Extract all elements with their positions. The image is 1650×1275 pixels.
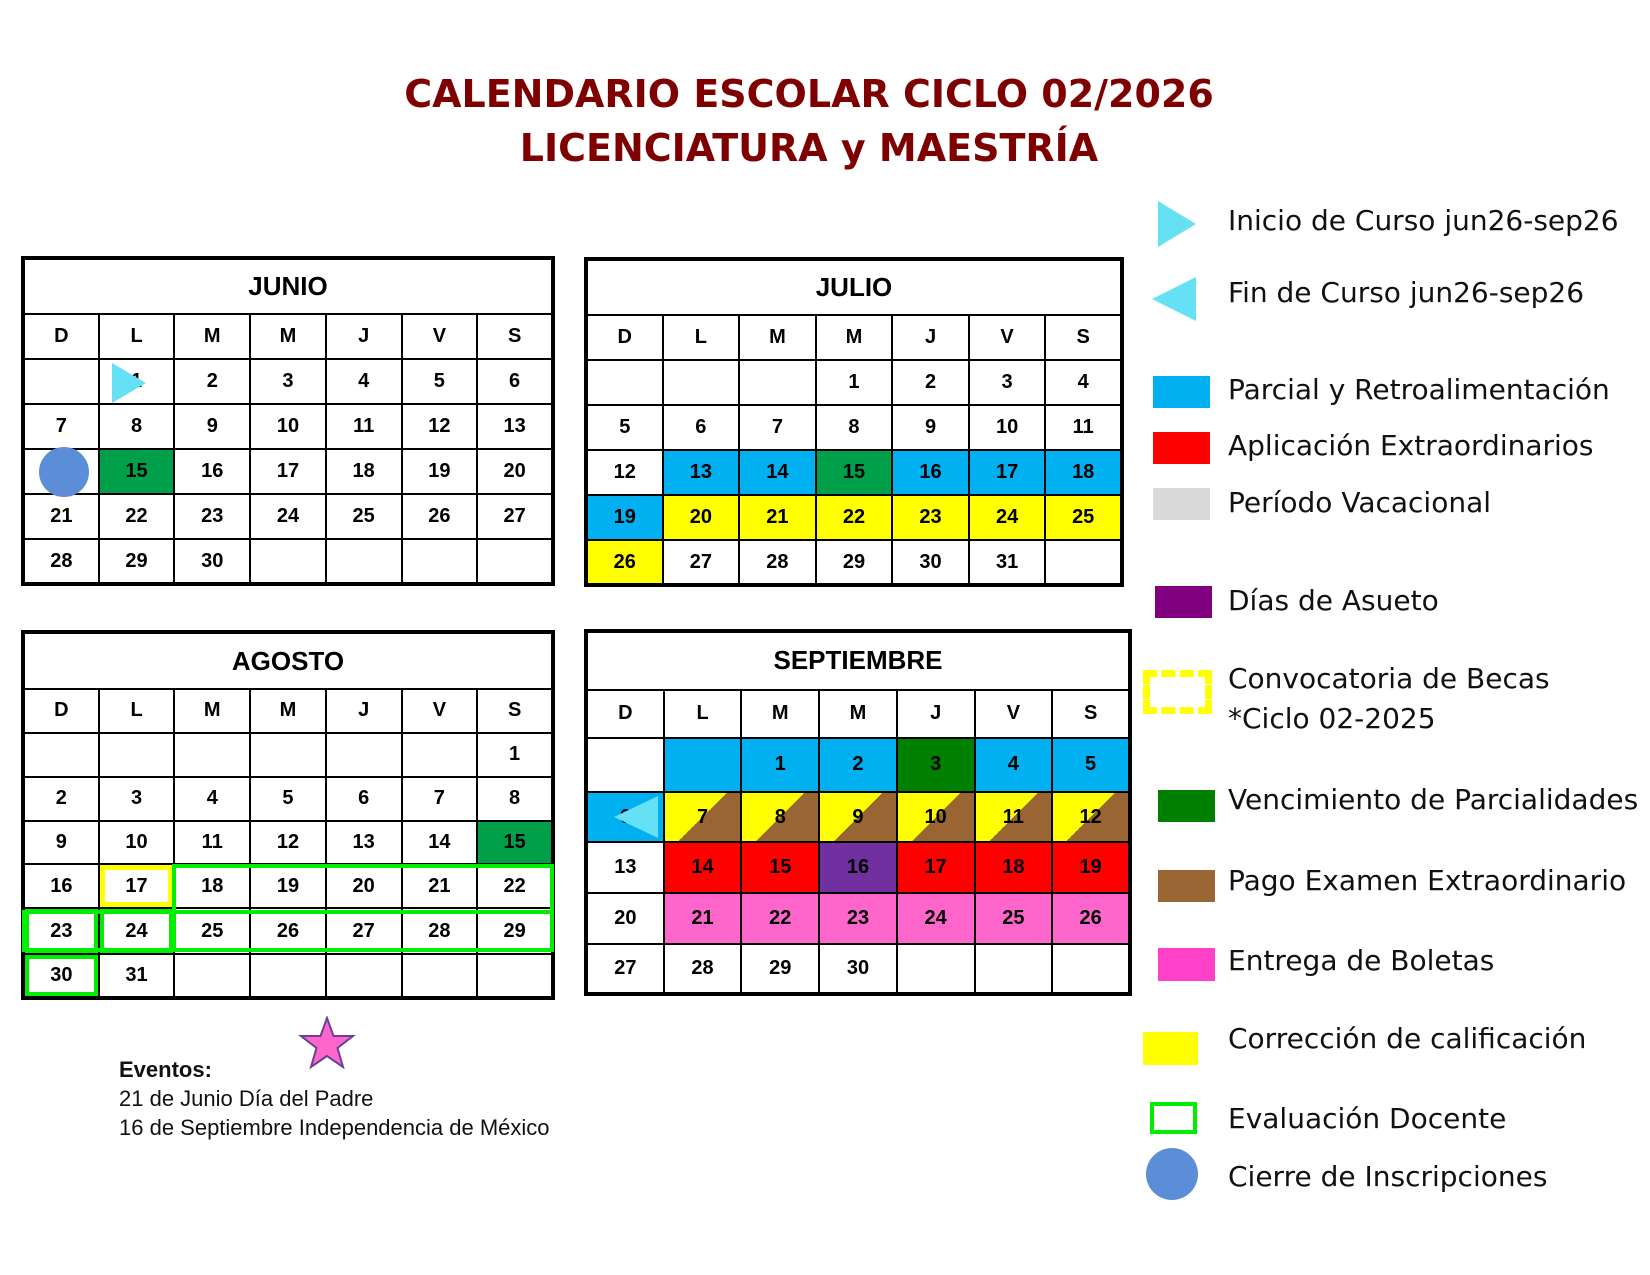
day-cell: 7 (402, 777, 478, 821)
weekday-header: M (741, 690, 819, 738)
day-cell (250, 733, 326, 777)
weekday-header: L (99, 689, 175, 733)
day-cell: 15 (99, 449, 175, 494)
event-item: 21 de Junio Día del Padre (119, 1086, 374, 1111)
day-cell: 31 (99, 954, 175, 998)
day-cell: 11 (174, 821, 250, 865)
day-cell: 13 (663, 450, 740, 495)
day-cell: 12 (586, 450, 663, 495)
day-cell: 28 (402, 908, 478, 954)
weekday-header: D (23, 689, 99, 733)
month-name: SEPTIEMBRE (586, 631, 1130, 690)
month-junio (21, 256, 555, 586)
registration-close-circle-icon (39, 447, 89, 497)
day-cell: 4 (326, 359, 402, 404)
day-cell: 22 (477, 864, 553, 908)
day-cell (326, 733, 402, 777)
legend-label: Fin de Curso jun26-sep26 (1228, 276, 1585, 309)
legend-swatch-dark-green (1158, 790, 1215, 822)
legend-swatch-pink (1158, 948, 1215, 981)
day-cell: 11 (326, 404, 402, 449)
day-cell: 26 (402, 494, 478, 539)
day-cell: 18 (1045, 450, 1122, 495)
legend-swatch-gray (1153, 488, 1210, 520)
day-cell: 25 (1045, 495, 1122, 540)
day-cell: 18 (174, 864, 250, 908)
month-agosto (21, 630, 555, 1000)
day-cell: 18 (975, 842, 1053, 893)
weekday-header: J (326, 689, 402, 733)
day-cell: 9 (23, 821, 99, 865)
day-cell (99, 733, 175, 777)
day-cell (477, 539, 553, 584)
day-cell: 1 (816, 360, 893, 405)
day-cell: 10 (99, 821, 175, 865)
day-cell: 20 (477, 449, 553, 494)
weekday-header: J (897, 690, 975, 738)
day-cell: 8 (99, 404, 175, 449)
legend-label: Inicio de Curso jun26-sep26 (1228, 204, 1619, 237)
day-cell: 23 (892, 495, 969, 540)
day-cell (664, 738, 742, 792)
legend-label: Parcial y Retroalimentación (1228, 373, 1610, 406)
legend-swatch-red (1153, 432, 1210, 464)
legend-swatch-purple (1155, 586, 1212, 618)
day-cell: 24 (897, 893, 975, 944)
legend-label: Período Vacacional (1228, 486, 1492, 519)
day-cell: 21 (402, 864, 478, 908)
weekday-header: M (174, 314, 250, 359)
day-cell: 4 (174, 777, 250, 821)
day-cell: 2 (892, 360, 969, 405)
day-cell: 17 (897, 842, 975, 893)
day-cell: 17 (250, 449, 326, 494)
day-cell: 10 (969, 405, 1046, 450)
day-cell: 25 (975, 893, 1053, 944)
day-cell: 14 (739, 450, 816, 495)
day-cell: 3 (250, 359, 326, 404)
day-cell: 1 (477, 733, 553, 777)
day-cell: 25 (326, 494, 402, 539)
legend-swatch-yellow (1143, 1032, 1198, 1065)
day-cell: 26 (1052, 893, 1130, 944)
day-cell: 19 (586, 495, 663, 540)
day-cell (586, 738, 664, 792)
day-cell: 1 (741, 738, 819, 792)
legend-label: Pago Examen Extraordinario (1228, 864, 1627, 897)
month-name: JUNIO (23, 258, 553, 314)
day-cell: 31 (969, 540, 1046, 585)
day-number: 1 (130, 370, 143, 392)
day-cell (897, 944, 975, 994)
day-cell: 16 (23, 864, 99, 908)
day-cell: 14 (664, 842, 742, 893)
day-cell: 26 (586, 540, 663, 585)
day-cell: 2 (174, 359, 250, 404)
registration-close-circle-icon (1146, 1148, 1198, 1200)
day-cell (586, 360, 663, 405)
day-cell: 12 (250, 821, 326, 865)
weekday-header: D (586, 690, 664, 738)
weekday-header: D (23, 314, 99, 359)
weekday-header: J (892, 315, 969, 360)
day-cell: 15 (741, 842, 819, 893)
month-name: AGOSTO (23, 632, 553, 689)
day-cell: 14 (402, 821, 478, 865)
day-cell: 27 (477, 494, 553, 539)
day-cell: 2 (819, 738, 897, 792)
day-cell (174, 954, 250, 998)
day-cell: 19 (1052, 842, 1130, 893)
day-cell: 18 (326, 449, 402, 494)
day-cell: 5 (250, 777, 326, 821)
day-cell (739, 360, 816, 405)
day-cell: 25 (174, 908, 250, 954)
day-cell: 5 (402, 359, 478, 404)
day-cell: 29 (99, 539, 175, 584)
day-cell: 5 (586, 405, 663, 450)
day-cell: 12 (1052, 792, 1130, 843)
day-cell: 24 (99, 908, 175, 954)
day-cell (99, 359, 175, 404)
day-cell (23, 359, 99, 404)
day-cell: 22 (816, 495, 893, 540)
legend-label: Cierre de Inscripciones (1228, 1160, 1548, 1193)
day-cell: 30 (174, 539, 250, 584)
weekday-header: S (1052, 690, 1130, 738)
day-cell: 7 (664, 792, 742, 843)
day-cell: 27 (663, 540, 740, 585)
legend-label: Aplicación Extraordinarios (1228, 429, 1594, 462)
day-cell: 10 (897, 792, 975, 843)
day-cell: 16 (819, 842, 897, 893)
weekday-header: S (477, 314, 553, 359)
day-cell (250, 539, 326, 584)
day-cell: 3 (99, 777, 175, 821)
day-cell (23, 449, 99, 494)
day-cell: 6 (663, 405, 740, 450)
day-cell (586, 792, 664, 843)
day-cell: 9 (892, 405, 969, 450)
day-cell (402, 954, 478, 998)
day-cell: 11 (975, 792, 1053, 843)
day-cell: 24 (250, 494, 326, 539)
weekday-header: L (663, 315, 740, 360)
legend-label: Días de Asueto (1228, 584, 1439, 617)
day-cell: 3 (897, 738, 975, 792)
day-cell (326, 954, 402, 998)
month-name: JULIO (586, 259, 1122, 315)
calendar-title: CALENDARIO ESCOLAR CICLO 02/2026 (404, 72, 1214, 116)
weekday-header: V (975, 690, 1053, 738)
calendar-subtitle: LICENCIATURA y MAESTRÍA (519, 126, 1099, 170)
day-cell: 29 (741, 944, 819, 994)
day-cell (23, 733, 99, 777)
day-cell: 21 (664, 893, 742, 944)
day-cell: 21 (739, 495, 816, 540)
day-cell (174, 733, 250, 777)
weekday-header: M (250, 314, 326, 359)
day-cell: 9 (819, 792, 897, 843)
legend-label: Evaluación Docente (1228, 1102, 1507, 1135)
day-cell: 30 (819, 944, 897, 994)
play-triangle-icon (1158, 201, 1196, 247)
day-cell: 20 (326, 864, 402, 908)
day-cell: 16 (174, 449, 250, 494)
day-cell: 3 (969, 360, 1046, 405)
day-cell: 13 (477, 404, 553, 449)
day-cell: 27 (326, 908, 402, 954)
weekday-header: V (969, 315, 1046, 360)
weekday-header: M (250, 689, 326, 733)
day-cell: 22 (99, 494, 175, 539)
day-cell: 28 (664, 944, 742, 994)
month-julio (584, 257, 1124, 587)
day-cell (1052, 944, 1130, 994)
reverse-triangle-icon (1152, 277, 1196, 321)
day-cell: 6 (477, 359, 553, 404)
day-cell: 19 (402, 449, 478, 494)
play-triangle-icon (112, 363, 146, 403)
day-cell (402, 539, 478, 584)
day-cell: 15 (477, 821, 553, 865)
day-cell (250, 954, 326, 998)
day-cell: 28 (739, 540, 816, 585)
events-section (119, 1055, 550, 1142)
day-cell: 4 (1045, 360, 1122, 405)
legend-label: Convocatoria de Becas (1228, 662, 1550, 695)
day-cell (663, 360, 740, 405)
day-cell (1045, 540, 1122, 585)
day-cell: 8 (477, 777, 553, 821)
weekday-header: J (326, 314, 402, 359)
weekday-header: S (1045, 315, 1122, 360)
day-cell: 29 (816, 540, 893, 585)
day-cell: 29 (477, 908, 553, 954)
day-cell (477, 954, 553, 998)
weekday-header: D (586, 315, 663, 360)
legend-swatch-brown (1158, 870, 1215, 902)
day-cell: 20 (663, 495, 740, 540)
weekday-header: V (402, 689, 478, 733)
day-cell (402, 733, 478, 777)
day-cell: 19 (250, 864, 326, 908)
legend-label: Corrección de calificación (1228, 1022, 1587, 1055)
legend-label: Vencimiento de Parcialidades (1228, 783, 1639, 816)
reverse-triangle-icon (614, 796, 658, 838)
weekday-header: M (819, 690, 897, 738)
day-cell: 4 (975, 738, 1053, 792)
day-cell: 20 (586, 893, 664, 944)
day-cell: 22 (741, 893, 819, 944)
day-cell: 15 (816, 450, 893, 495)
day-cell: 9 (174, 404, 250, 449)
day-cell: 17 (969, 450, 1046, 495)
day-cell: 21 (23, 494, 99, 539)
day-cell: 30 (23, 954, 99, 998)
weekday-header: L (99, 314, 175, 359)
day-cell: 5 (1052, 738, 1130, 792)
day-cell: 23 (23, 908, 99, 954)
day-cell (326, 539, 402, 584)
day-number: 6 (619, 805, 631, 828)
weekday-header: L (664, 690, 742, 738)
day-cell: 13 (586, 842, 664, 893)
legend-label: *Ciclo 02-2025 (1228, 702, 1436, 735)
day-cell: 10 (250, 404, 326, 449)
legend-swatch-green-outline (1150, 1102, 1197, 1134)
day-cell: 8 (816, 405, 893, 450)
day-cell: 8 (741, 792, 819, 843)
day-cell: 12 (402, 404, 478, 449)
day-cell: 26 (250, 908, 326, 954)
day-cell: 7 (23, 404, 99, 449)
weekday-header: V (402, 314, 478, 359)
legend-swatch-blue (1153, 376, 1210, 408)
event-item: 16 de Septiembre Independencia de México (119, 1115, 550, 1140)
weekday-header: S (477, 689, 553, 733)
day-cell: 17 (99, 864, 175, 908)
day-cell (975, 944, 1053, 994)
legend-swatch-dashed-yellow (1143, 670, 1212, 714)
weekday-header: M (739, 315, 816, 360)
legend-label: Entrega de Boletas (1228, 944, 1495, 977)
month-septiembre (584, 629, 1132, 996)
weekday-header: M (816, 315, 893, 360)
day-cell: 23 (174, 494, 250, 539)
day-cell: 2 (23, 777, 99, 821)
weekday-header: M (174, 689, 250, 733)
day-cell: 7 (739, 405, 816, 450)
day-cell: 27 (586, 944, 664, 994)
events-heading: Eventos: (119, 1057, 212, 1082)
day-cell: 13 (326, 821, 402, 865)
day-cell: 6 (326, 777, 402, 821)
day-cell: 16 (892, 450, 969, 495)
day-cell: 11 (1045, 405, 1122, 450)
day-cell: 28 (23, 539, 99, 584)
day-cell: 23 (819, 893, 897, 944)
day-cell: 30 (892, 540, 969, 585)
day-cell: 24 (969, 495, 1046, 540)
